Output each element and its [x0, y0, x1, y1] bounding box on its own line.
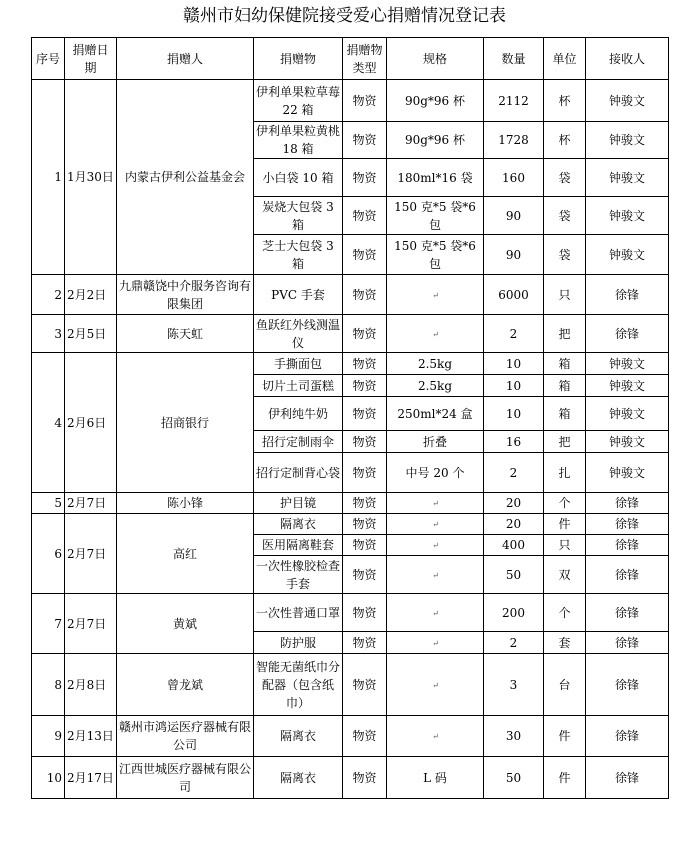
item-unit: 个	[544, 594, 586, 632]
header-qty: 数量	[484, 38, 544, 80]
item-name: 鱼跃红外线测温仪	[254, 315, 343, 353]
donation-date: 1月30日	[65, 80, 117, 275]
item-spec: 2.5kg	[387, 353, 484, 375]
donation-date: 2月13日	[65, 716, 117, 757]
donor-name: 赣州市鸿运医疗器械有限公司	[117, 716, 254, 757]
item-name: 切片土司蛋糕	[254, 375, 343, 397]
item-spec: L 码	[387, 757, 484, 799]
item-type: 物资	[343, 235, 387, 275]
item-receiver: 徐锋	[586, 632, 669, 654]
row-number: 4	[32, 353, 65, 493]
item-spec	[387, 535, 484, 556]
item-type: 物资	[343, 556, 387, 594]
item-name: 护目镜	[254, 493, 343, 514]
donation-date: 2月2日	[65, 275, 117, 315]
table-row	[32, 716, 669, 757]
page-title: 赣州市妇幼保健院接受爱心捐赠情况登记表	[183, 6, 506, 26]
donation-date: 2月17日	[65, 757, 117, 799]
item-unit: 箱	[544, 353, 586, 375]
header-unit: 单位	[544, 38, 586, 80]
table-row	[32, 80, 669, 122]
item-type: 物资	[343, 275, 387, 315]
item-type: 物资	[343, 654, 387, 716]
item-name: 伊利单果粒草莓 22 箱	[254, 80, 343, 122]
item-quantity: 10	[484, 375, 544, 397]
item-receiver: 徐锋	[586, 757, 669, 799]
item-name: 伊利单果粒黄桃 18 箱	[254, 122, 343, 159]
item-unit: 扎	[544, 453, 586, 493]
donation-date: 2月5日	[65, 315, 117, 353]
item-name: 小白袋 10 箱	[254, 159, 343, 197]
item-quantity: 6000	[484, 275, 544, 315]
item-type: 物资	[343, 493, 387, 514]
item-receiver: 钟骏文	[586, 397, 669, 431]
header-type: 捐赠物类型	[343, 38, 387, 80]
donation-table	[31, 37, 669, 799]
table-row	[32, 315, 669, 353]
item-spec	[387, 716, 484, 757]
item-type: 物资	[343, 397, 387, 431]
item-quantity: 2	[484, 315, 544, 353]
item-unit: 杯	[544, 122, 586, 159]
item-spec	[387, 556, 484, 594]
item-unit: 套	[544, 632, 586, 654]
item-name: 防护服	[254, 632, 343, 654]
row-number: 6	[32, 514, 65, 594]
item-type: 物资	[343, 315, 387, 353]
item-receiver: 徐锋	[586, 535, 669, 556]
item-spec	[387, 315, 484, 353]
item-unit: 把	[544, 315, 586, 353]
header-row	[32, 38, 669, 80]
header-spec: 规格	[387, 38, 484, 80]
item-unit: 双	[544, 556, 586, 594]
item-receiver: 钟骏文	[586, 431, 669, 453]
item-unit: 件	[544, 716, 586, 757]
donor-name: 陈天虹	[117, 315, 254, 353]
row-number: 3	[32, 315, 65, 353]
item-quantity: 20	[484, 514, 544, 535]
item-receiver: 钟骏文	[586, 235, 669, 275]
item-quantity: 50	[484, 556, 544, 594]
item-spec: 折叠	[387, 431, 484, 453]
item-quantity: 2	[484, 453, 544, 493]
item-quantity: 90	[484, 235, 544, 275]
table-row	[32, 275, 669, 315]
item-spec: 250ml*24 盒	[387, 397, 484, 431]
item-unit: 把	[544, 431, 586, 453]
item-quantity: 2112	[484, 80, 544, 122]
item-quantity: 90	[484, 197, 544, 235]
donor-name: 陈小锋	[117, 493, 254, 514]
row-number: 10	[32, 757, 65, 799]
item-spec	[387, 654, 484, 716]
item-receiver: 徐锋	[586, 514, 669, 535]
item-name: 隔离衣	[254, 514, 343, 535]
item-type: 物资	[343, 197, 387, 235]
item-name: 芝士大包袋 3 箱	[254, 235, 343, 275]
item-name: 隔离衣	[254, 757, 343, 799]
row-number: 8	[32, 654, 65, 716]
row-number: 1	[32, 80, 65, 275]
item-name: 手撕面包	[254, 353, 343, 375]
item-name: 炭烧大包袋 3 箱	[254, 197, 343, 235]
table-row	[32, 654, 669, 716]
item-spec	[387, 594, 484, 632]
item-type: 物资	[343, 757, 387, 799]
item-spec	[387, 632, 484, 654]
item-unit: 袋	[544, 197, 586, 235]
item-receiver: 钟骏文	[586, 159, 669, 197]
item-receiver: 徐锋	[586, 716, 669, 757]
item-quantity: 20	[484, 493, 544, 514]
item-type: 物资	[343, 594, 387, 632]
item-type: 物资	[343, 716, 387, 757]
table-row	[32, 493, 669, 514]
item-unit: 个	[544, 493, 586, 514]
item-receiver: 徐锋	[586, 556, 669, 594]
item-quantity: 1728	[484, 122, 544, 159]
item-name: 伊利纯牛奶	[254, 397, 343, 431]
item-type: 物资	[343, 632, 387, 654]
item-name: 医用隔离鞋套	[254, 535, 343, 556]
item-unit: 只	[544, 535, 586, 556]
item-quantity: 50	[484, 757, 544, 799]
item-unit: 袋	[544, 235, 586, 275]
item-receiver: 徐锋	[586, 493, 669, 514]
table-row	[32, 353, 669, 375]
item-quantity: 200	[484, 594, 544, 632]
item-receiver: 徐锋	[586, 594, 669, 632]
item-type: 物资	[343, 453, 387, 493]
item-receiver: 钟骏文	[586, 197, 669, 235]
item-receiver: 徐锋	[586, 654, 669, 716]
item-spec	[387, 514, 484, 535]
donor-name: 江西世城医疗器械有限公司	[117, 757, 254, 799]
item-name: 招行定制背心袋	[254, 453, 343, 493]
donation-date: 2月6日	[65, 353, 117, 493]
item-spec	[387, 275, 484, 315]
header-no: 序号	[32, 38, 65, 80]
item-spec: 180ml*16 袋	[387, 159, 484, 197]
item-unit: 只	[544, 275, 586, 315]
item-receiver: 钟骏文	[586, 375, 669, 397]
item-receiver: 钟骏文	[586, 122, 669, 159]
donation-date: 2月7日	[65, 493, 117, 514]
item-quantity: 10	[484, 353, 544, 375]
item-spec: 150 克*5 袋*6 包	[387, 197, 484, 235]
item-spec: 90g*96 杯	[387, 80, 484, 122]
item-spec: 中号 20 个	[387, 453, 484, 493]
item-quantity: 3	[484, 654, 544, 716]
item-spec	[387, 493, 484, 514]
header-date: 捐赠日期	[65, 38, 117, 80]
item-name: 隔离衣	[254, 716, 343, 757]
item-receiver: 徐锋	[586, 275, 669, 315]
item-type: 物资	[343, 431, 387, 453]
donation-date: 2月7日	[65, 514, 117, 594]
table-row	[32, 514, 669, 535]
item-quantity: 2	[484, 632, 544, 654]
table-row	[32, 594, 669, 632]
item-unit: 袋	[544, 159, 586, 197]
item-type: 物资	[343, 353, 387, 375]
item-quantity: 160	[484, 159, 544, 197]
donor-name: 九鼎赣饶中介服务咨询有限集团	[117, 275, 254, 315]
item-name: 招行定制雨伞	[254, 431, 343, 453]
item-unit: 件	[544, 514, 586, 535]
donation-date: 2月8日	[65, 654, 117, 716]
header-item: 捐赠物	[254, 38, 343, 80]
item-type: 物资	[343, 535, 387, 556]
item-quantity: 10	[484, 397, 544, 431]
item-name: 一次性普通口罩	[254, 594, 343, 632]
donor-name: 内蒙古伊利公益基金会	[117, 80, 254, 275]
item-type: 物资	[343, 159, 387, 197]
item-spec: 2.5kg	[387, 375, 484, 397]
row-number: 7	[32, 594, 65, 654]
item-spec: 90g*96 杯	[387, 122, 484, 159]
item-quantity: 16	[484, 431, 544, 453]
item-type: 物资	[343, 80, 387, 122]
header-receiver: 接收人	[586, 38, 669, 80]
item-receiver: 钟骏文	[586, 453, 669, 493]
item-name: 一次性橡胶检查手套	[254, 556, 343, 594]
item-unit: 杯	[544, 80, 586, 122]
item-type: 物资	[343, 122, 387, 159]
item-spec: 150 克*5 袋*6 包	[387, 235, 484, 275]
header-donor: 捐赠人	[117, 38, 254, 80]
row-number: 9	[32, 716, 65, 757]
item-name: PVC 手套	[254, 275, 343, 315]
item-receiver: 徐锋	[586, 315, 669, 353]
table-row	[32, 757, 669, 799]
item-receiver: 钟骏文	[586, 353, 669, 375]
donor-name: 高红	[117, 514, 254, 594]
item-receiver: 钟骏文	[586, 80, 669, 122]
item-name: 智能无菌纸巾分配器（包含纸巾）	[254, 654, 343, 716]
donor-name: 招商银行	[117, 353, 254, 493]
item-unit: 箱	[544, 375, 586, 397]
donor-name: 曾龙斌	[117, 654, 254, 716]
item-type: 物资	[343, 375, 387, 397]
donation-date: 2月7日	[65, 594, 117, 654]
item-type: 物资	[343, 514, 387, 535]
donor-name: 黄斌	[117, 594, 254, 654]
row-number: 2	[32, 275, 65, 315]
item-unit: 件	[544, 757, 586, 799]
item-quantity: 30	[484, 716, 544, 757]
item-unit: 箱	[544, 397, 586, 431]
item-quantity: 400	[484, 535, 544, 556]
item-unit: 台	[544, 654, 586, 716]
row-number: 5	[32, 493, 65, 514]
